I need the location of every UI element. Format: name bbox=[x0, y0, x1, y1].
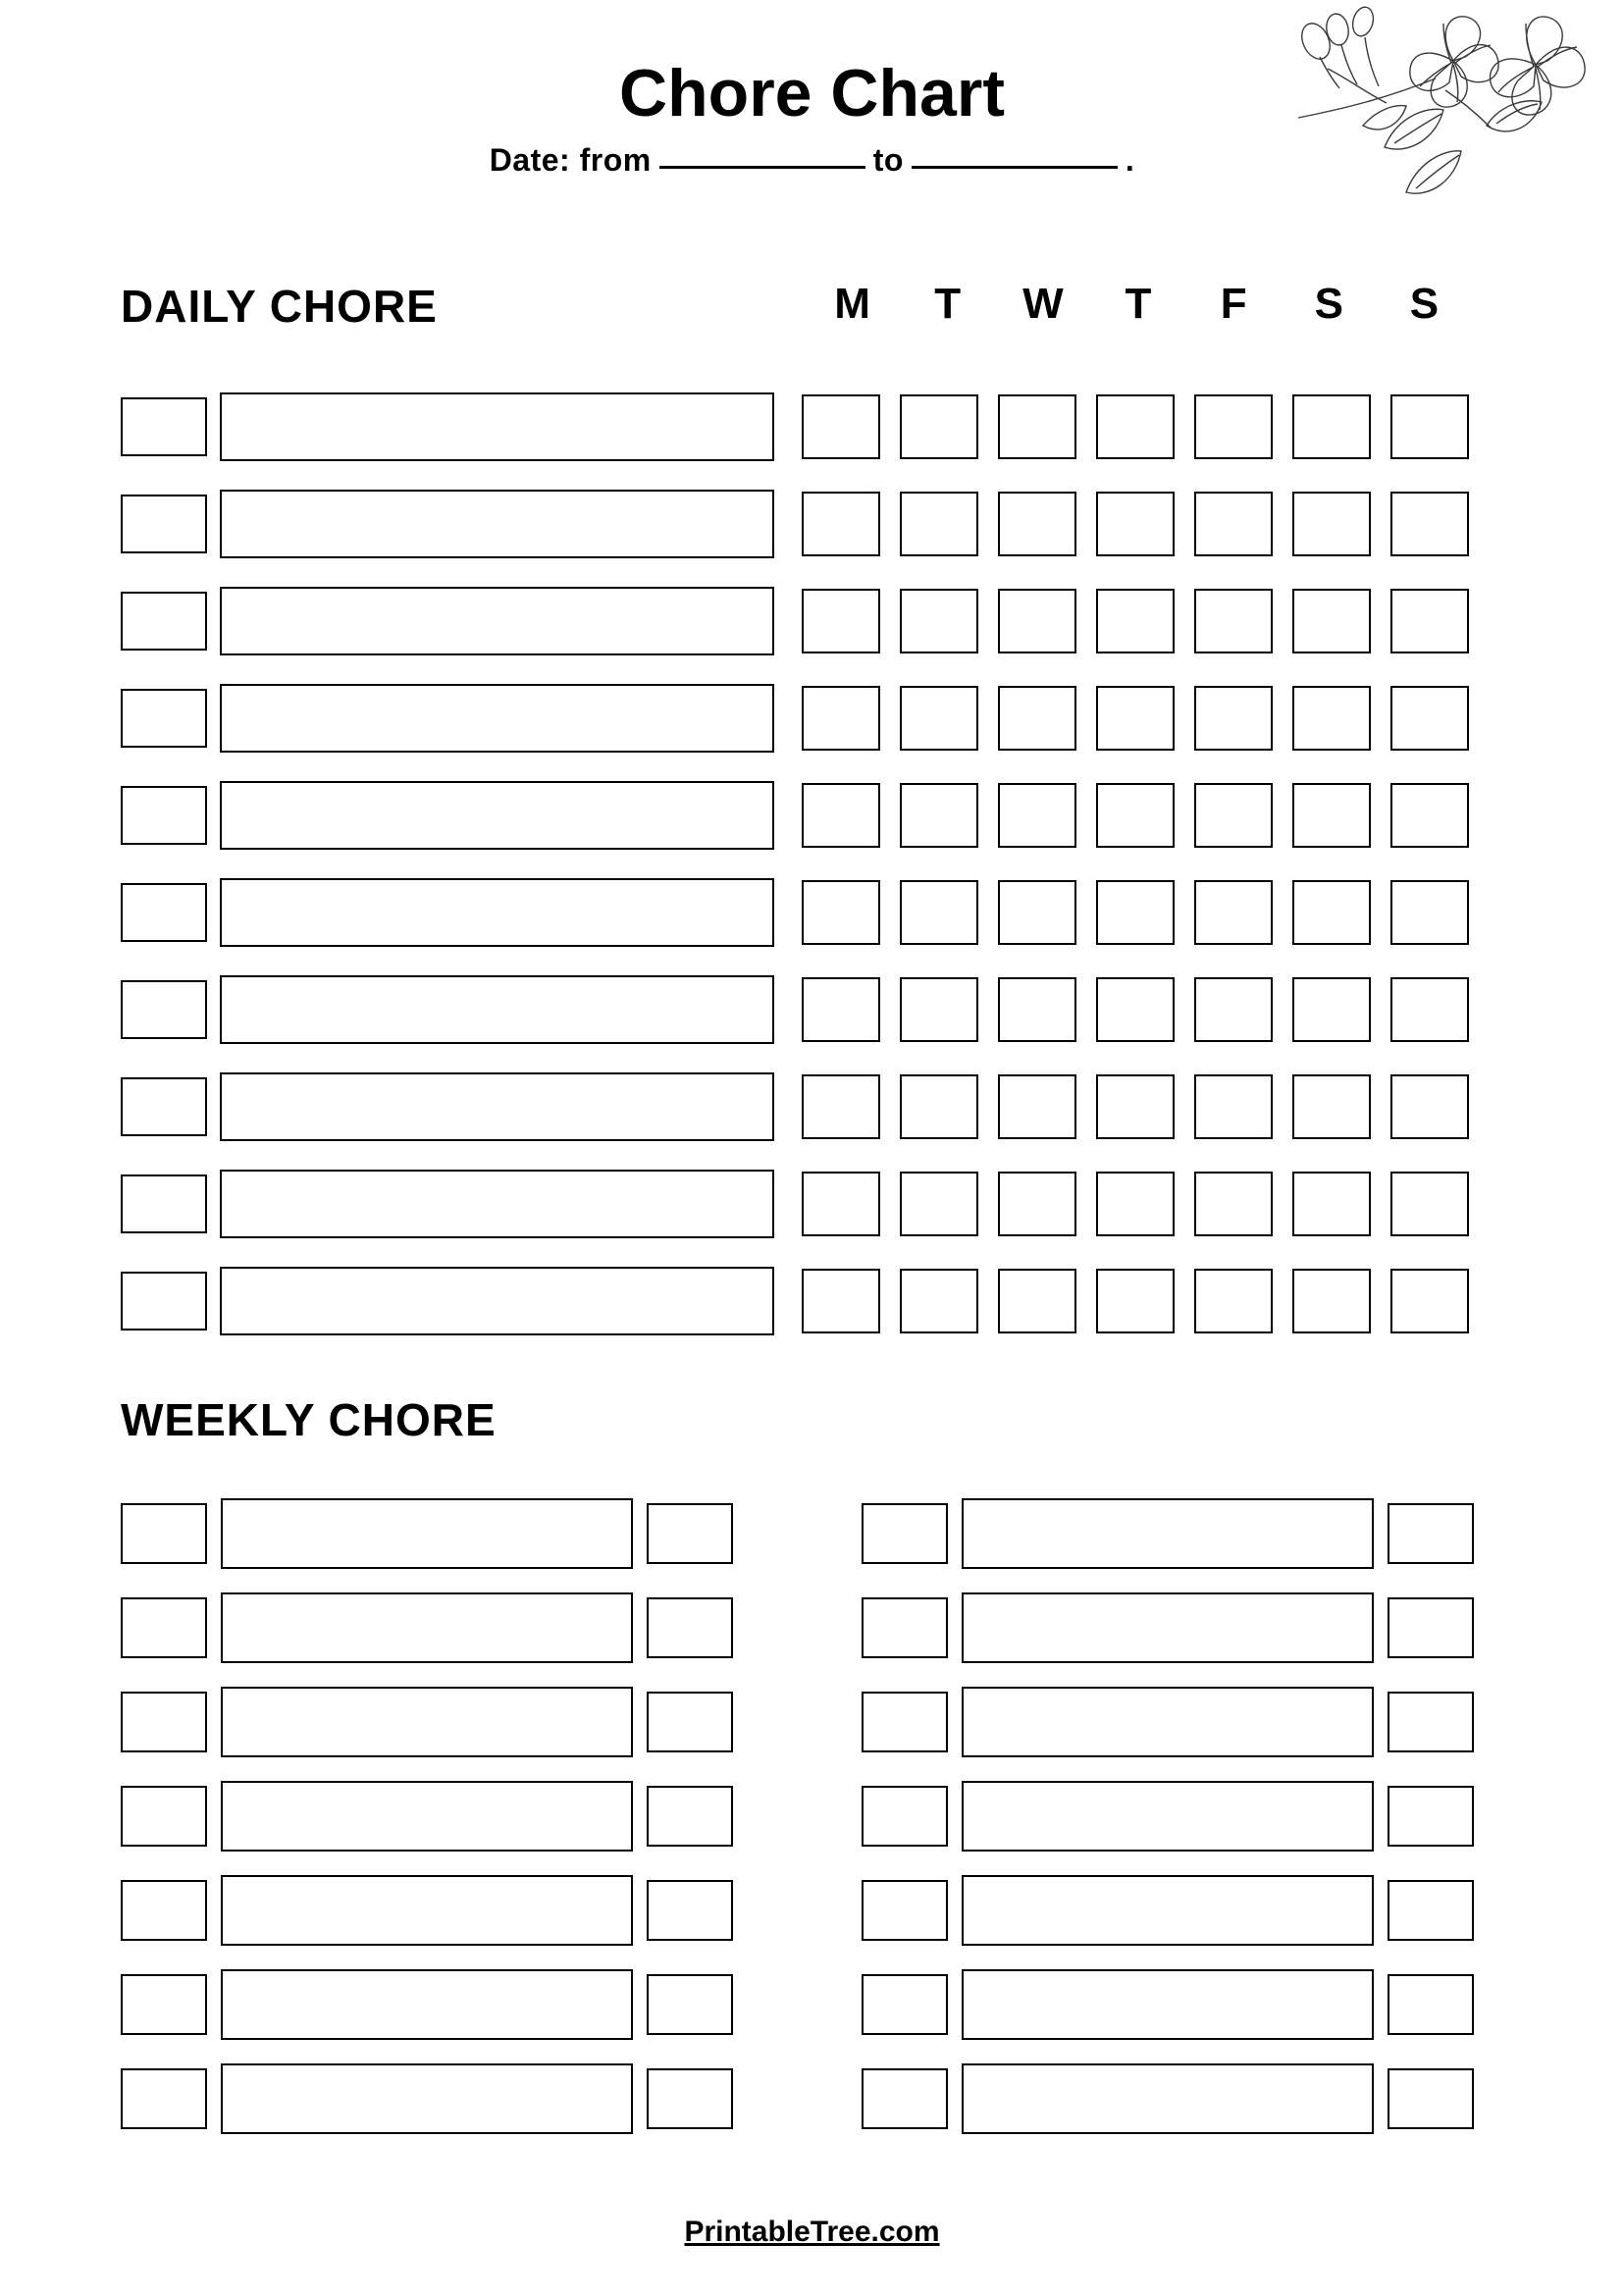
daily-day-cell[interactable] bbox=[1390, 880, 1469, 945]
weekly-checkbox-cell[interactable] bbox=[862, 1503, 948, 1564]
weekly-task-field[interactable] bbox=[221, 1498, 633, 1569]
date-range-line bbox=[0, 142, 1624, 179]
daily-day-cell[interactable] bbox=[1194, 1074, 1273, 1139]
daily-checkbox-cell[interactable] bbox=[121, 397, 207, 456]
daily-day-cell[interactable] bbox=[998, 394, 1076, 459]
daily-day-cell[interactable] bbox=[900, 1074, 978, 1139]
weekly-done-cell[interactable] bbox=[1388, 1786, 1474, 1847]
weekly-task-field[interactable] bbox=[221, 1969, 633, 2040]
daily-day-cell[interactable] bbox=[1390, 589, 1469, 653]
daily-day-cell[interactable] bbox=[998, 1074, 1076, 1139]
daily-day-cell[interactable] bbox=[900, 880, 978, 945]
daily-day-cell[interactable] bbox=[998, 589, 1076, 653]
daily-day-cell[interactable] bbox=[900, 1269, 978, 1333]
weekly-chore-heading: WEEKLY CHORE bbox=[121, 1394, 497, 1445]
daily-day-cell[interactable] bbox=[802, 1074, 880, 1139]
daily-day-cell[interactable] bbox=[1292, 394, 1371, 459]
weekly-done-cell[interactable] bbox=[647, 1974, 733, 2035]
table-row bbox=[121, 1155, 1490, 1252]
daily-day-cell[interactable] bbox=[1096, 880, 1175, 945]
daily-day-cell[interactable] bbox=[998, 880, 1076, 945]
table-row bbox=[862, 1769, 1494, 1863]
weekly-checkbox-cell[interactable] bbox=[862, 1880, 948, 1941]
weekly-task-field[interactable] bbox=[962, 2063, 1374, 2134]
weekly-checkbox-cell[interactable] bbox=[862, 1597, 948, 1658]
daily-day-cells bbox=[802, 1074, 1469, 1139]
table-row bbox=[121, 1487, 754, 1581]
daily-day-cell[interactable] bbox=[1390, 394, 1469, 459]
daily-day-cell[interactable] bbox=[802, 394, 880, 459]
daily-day-cells bbox=[802, 977, 1469, 1042]
daily-task-field[interactable] bbox=[220, 1267, 774, 1335]
daily-day-cell[interactable] bbox=[1292, 783, 1371, 848]
daily-task-field[interactable] bbox=[220, 1072, 774, 1141]
page-footer bbox=[0, 2216, 1624, 2249]
table-row bbox=[121, 1675, 754, 1769]
daily-day-cell[interactable] bbox=[1194, 977, 1273, 1042]
daily-day-cells bbox=[802, 783, 1469, 848]
daily-day-cell[interactable] bbox=[1390, 977, 1469, 1042]
table-row bbox=[121, 2052, 754, 2146]
table-row bbox=[121, 1581, 754, 1675]
daily-task-field[interactable] bbox=[220, 1170, 774, 1238]
daily-task-field[interactable] bbox=[220, 587, 774, 655]
weekly-done-cell[interactable] bbox=[1388, 1974, 1474, 2035]
daily-day-cell[interactable] bbox=[1292, 1172, 1371, 1236]
daily-day-cell[interactable] bbox=[1390, 783, 1469, 848]
daily-day-cells bbox=[802, 492, 1469, 556]
weekly-done-cell[interactable] bbox=[647, 1786, 733, 1847]
daily-day-cell[interactable] bbox=[998, 686, 1076, 751]
weekly-checkbox-cell[interactable] bbox=[862, 1692, 948, 1752]
daily-day-cell[interactable] bbox=[998, 492, 1076, 556]
daily-checkbox-cell[interactable] bbox=[121, 1272, 207, 1331]
daily-checkbox-cell[interactable] bbox=[121, 1174, 207, 1233]
daily-day-cells bbox=[802, 1269, 1469, 1333]
daily-day-cell[interactable] bbox=[1292, 1074, 1371, 1139]
daily-day-cell[interactable] bbox=[1390, 686, 1469, 751]
weekly-done-cell[interactable] bbox=[1388, 1597, 1474, 1658]
weekly-task-field[interactable] bbox=[962, 1592, 1374, 1663]
weekly-task-field[interactable] bbox=[221, 1592, 633, 1663]
weekly-checkbox-cell[interactable] bbox=[862, 2068, 948, 2129]
daily-day-cell[interactable] bbox=[802, 1269, 880, 1333]
table-row bbox=[862, 1957, 1494, 2052]
weekly-done-cell[interactable] bbox=[647, 1597, 733, 1658]
weekly-checkbox-cell[interactable] bbox=[862, 1786, 948, 1847]
weekly-checkbox-cell[interactable] bbox=[121, 2068, 207, 2129]
daily-day-cell[interactable] bbox=[802, 880, 880, 945]
daily-day-cell[interactable] bbox=[1096, 1269, 1175, 1333]
table-row bbox=[121, 1058, 1490, 1155]
weekly-done-cell[interactable] bbox=[1388, 1880, 1474, 1941]
daily-day-cell[interactable] bbox=[1390, 1172, 1469, 1236]
daily-day-cell[interactable] bbox=[1194, 492, 1273, 556]
daily-day-cells bbox=[802, 394, 1469, 459]
daily-day-cell[interactable] bbox=[1096, 492, 1175, 556]
daily-day-cell[interactable] bbox=[1292, 880, 1371, 945]
daily-task-field[interactable] bbox=[220, 490, 774, 558]
daily-day-cell[interactable] bbox=[900, 783, 978, 848]
weekly-chore-column-right bbox=[862, 1487, 1494, 2146]
table-row bbox=[862, 1863, 1494, 1957]
weekly-checkbox-cell[interactable] bbox=[862, 1974, 948, 2035]
daily-day-cell[interactable] bbox=[1096, 1074, 1175, 1139]
daily-day-cell[interactable] bbox=[1194, 1172, 1273, 1236]
daily-day-cell[interactable] bbox=[900, 394, 978, 459]
weekly-task-field[interactable] bbox=[962, 1498, 1374, 1569]
weekly-task-field[interactable] bbox=[962, 1969, 1374, 2040]
daily-checkbox-cell[interactable] bbox=[121, 786, 207, 845]
daily-day-cell[interactable] bbox=[1096, 977, 1175, 1042]
weekly-checkbox-cell[interactable] bbox=[121, 1974, 207, 2035]
table-row bbox=[121, 669, 1490, 766]
daily-day-cell[interactable] bbox=[900, 686, 978, 751]
daily-task-field[interactable] bbox=[220, 975, 774, 1044]
table-row bbox=[862, 1581, 1494, 1675]
table-row bbox=[121, 863, 1490, 961]
weekly-done-cell[interactable] bbox=[647, 1692, 733, 1752]
day-letter-thu: T bbox=[1125, 280, 1152, 328]
daily-day-cell[interactable] bbox=[900, 977, 978, 1042]
daily-day-cell[interactable] bbox=[1194, 783, 1273, 848]
daily-day-cell[interactable] bbox=[802, 492, 880, 556]
weekly-task-field[interactable] bbox=[962, 1875, 1374, 1946]
weekly-task-field[interactable] bbox=[962, 1687, 1374, 1757]
daily-day-cell[interactable] bbox=[1292, 686, 1371, 751]
weekly-task-field[interactable] bbox=[221, 1781, 633, 1852]
date-to-blank[interactable] bbox=[912, 165, 1118, 169]
daily-checkbox-cell[interactable] bbox=[121, 1077, 207, 1136]
weekly-done-cell[interactable] bbox=[647, 2068, 733, 2129]
weekly-checkbox-cell[interactable] bbox=[121, 1880, 207, 1941]
daily-day-cell[interactable] bbox=[900, 492, 978, 556]
day-letter-sun: S bbox=[1409, 280, 1440, 328]
day-letter-sat: S bbox=[1314, 280, 1343, 328]
date-period: . bbox=[1125, 142, 1135, 179]
daily-day-cell[interactable] bbox=[1292, 977, 1371, 1042]
daily-checkbox-cell[interactable] bbox=[121, 883, 207, 942]
table-row bbox=[121, 766, 1490, 863]
daily-day-cells bbox=[802, 686, 1469, 751]
daily-task-field[interactable] bbox=[220, 392, 774, 461]
daily-day-cells bbox=[802, 589, 1469, 653]
weekly-done-cell[interactable] bbox=[1388, 1692, 1474, 1752]
daily-day-cell[interactable] bbox=[1096, 686, 1175, 751]
daily-day-cell[interactable] bbox=[1390, 492, 1469, 556]
date-from-blank[interactable] bbox=[659, 165, 865, 169]
table-row bbox=[121, 1863, 754, 1957]
day-letter-tue: T bbox=[934, 280, 962, 328]
daily-day-cell[interactable] bbox=[1096, 394, 1175, 459]
weekly-done-cell[interactable] bbox=[647, 1503, 733, 1564]
table-row bbox=[862, 1487, 1494, 1581]
daily-day-cell[interactable] bbox=[802, 1172, 880, 1236]
daily-day-cell[interactable] bbox=[802, 977, 880, 1042]
daily-day-cell[interactable] bbox=[1194, 686, 1273, 751]
table-row bbox=[121, 572, 1490, 669]
weekly-chore-column-left bbox=[121, 1487, 754, 2146]
daily-day-cell[interactable] bbox=[802, 589, 880, 653]
daily-task-field[interactable] bbox=[220, 684, 774, 753]
date-to-label: to bbox=[872, 142, 904, 179]
weekly-checkbox-cell[interactable] bbox=[121, 1597, 207, 1658]
table-row bbox=[121, 1957, 754, 2052]
daily-day-cell[interactable] bbox=[900, 1172, 978, 1236]
daily-day-cell[interactable] bbox=[900, 589, 978, 653]
table-row bbox=[862, 2052, 1494, 2146]
daily-task-field[interactable] bbox=[220, 781, 774, 850]
daily-day-cell[interactable] bbox=[998, 977, 1076, 1042]
day-letter-fri: F bbox=[1220, 280, 1247, 328]
day-letter-wed: W bbox=[1022, 280, 1064, 328]
daily-day-cell[interactable] bbox=[1292, 1269, 1371, 1333]
daily-day-cell[interactable] bbox=[1292, 589, 1371, 653]
page-title: Chore Chart bbox=[619, 56, 1005, 130]
daily-day-cell[interactable] bbox=[1194, 1269, 1273, 1333]
weekly-task-field[interactable] bbox=[221, 1687, 633, 1757]
daily-day-cell[interactable] bbox=[1390, 1269, 1469, 1333]
daily-day-cell[interactable] bbox=[1096, 783, 1175, 848]
table-row bbox=[121, 1769, 754, 1863]
table-row bbox=[862, 1675, 1494, 1769]
page-header bbox=[0, 56, 1624, 179]
daily-day-cell[interactable] bbox=[802, 686, 880, 751]
daily-day-cell[interactable] bbox=[1390, 1074, 1469, 1139]
daily-day-cell[interactable] bbox=[1194, 880, 1273, 945]
table-row bbox=[121, 378, 1490, 475]
date-from-label: Date: from bbox=[489, 142, 652, 179]
daily-chore-heading: DAILY CHORE bbox=[121, 281, 438, 332]
daily-checkbox-cell[interactable] bbox=[121, 592, 207, 651]
daily-checkbox-cell[interactable] bbox=[121, 980, 207, 1039]
day-letters-row bbox=[805, 280, 1472, 329]
day-letter-mon: M bbox=[834, 280, 870, 328]
weekly-done-cell[interactable] bbox=[647, 1880, 733, 1941]
printabletree-link[interactable]: PrintableTree.com bbox=[684, 2216, 940, 2248]
daily-day-cell[interactable] bbox=[1096, 1172, 1175, 1236]
weekly-checkbox-cell[interactable] bbox=[121, 1503, 207, 1564]
daily-day-cell[interactable] bbox=[1292, 492, 1371, 556]
daily-day-cells bbox=[802, 880, 1469, 945]
weekly-checkbox-cell[interactable] bbox=[121, 1692, 207, 1752]
daily-day-cell[interactable] bbox=[1194, 589, 1273, 653]
weekly-checkbox-cell[interactable] bbox=[121, 1786, 207, 1847]
daily-day-cell[interactable] bbox=[998, 1269, 1076, 1333]
weekly-task-field[interactable] bbox=[221, 1875, 633, 1946]
daily-checkbox-cell[interactable] bbox=[121, 689, 207, 748]
table-row bbox=[121, 961, 1490, 1058]
weekly-done-cell[interactable] bbox=[1388, 1503, 1474, 1564]
daily-day-cell[interactable] bbox=[1096, 589, 1175, 653]
weekly-done-cell[interactable] bbox=[1388, 2068, 1474, 2129]
daily-checkbox-cell[interactable] bbox=[121, 495, 207, 553]
table-row bbox=[121, 1252, 1490, 1349]
daily-day-cell[interactable] bbox=[998, 1172, 1076, 1236]
daily-task-field[interactable] bbox=[220, 878, 774, 947]
daily-day-cell[interactable] bbox=[802, 783, 880, 848]
weekly-chore-table bbox=[121, 1487, 1494, 2146]
daily-day-cell[interactable] bbox=[1194, 394, 1273, 459]
weekly-task-field[interactable] bbox=[962, 1781, 1374, 1852]
table-row bbox=[121, 475, 1490, 572]
daily-day-cells bbox=[802, 1172, 1469, 1236]
weekly-task-field[interactable] bbox=[221, 2063, 633, 2134]
daily-chore-table bbox=[121, 378, 1490, 1349]
daily-day-cell[interactable] bbox=[998, 783, 1076, 848]
